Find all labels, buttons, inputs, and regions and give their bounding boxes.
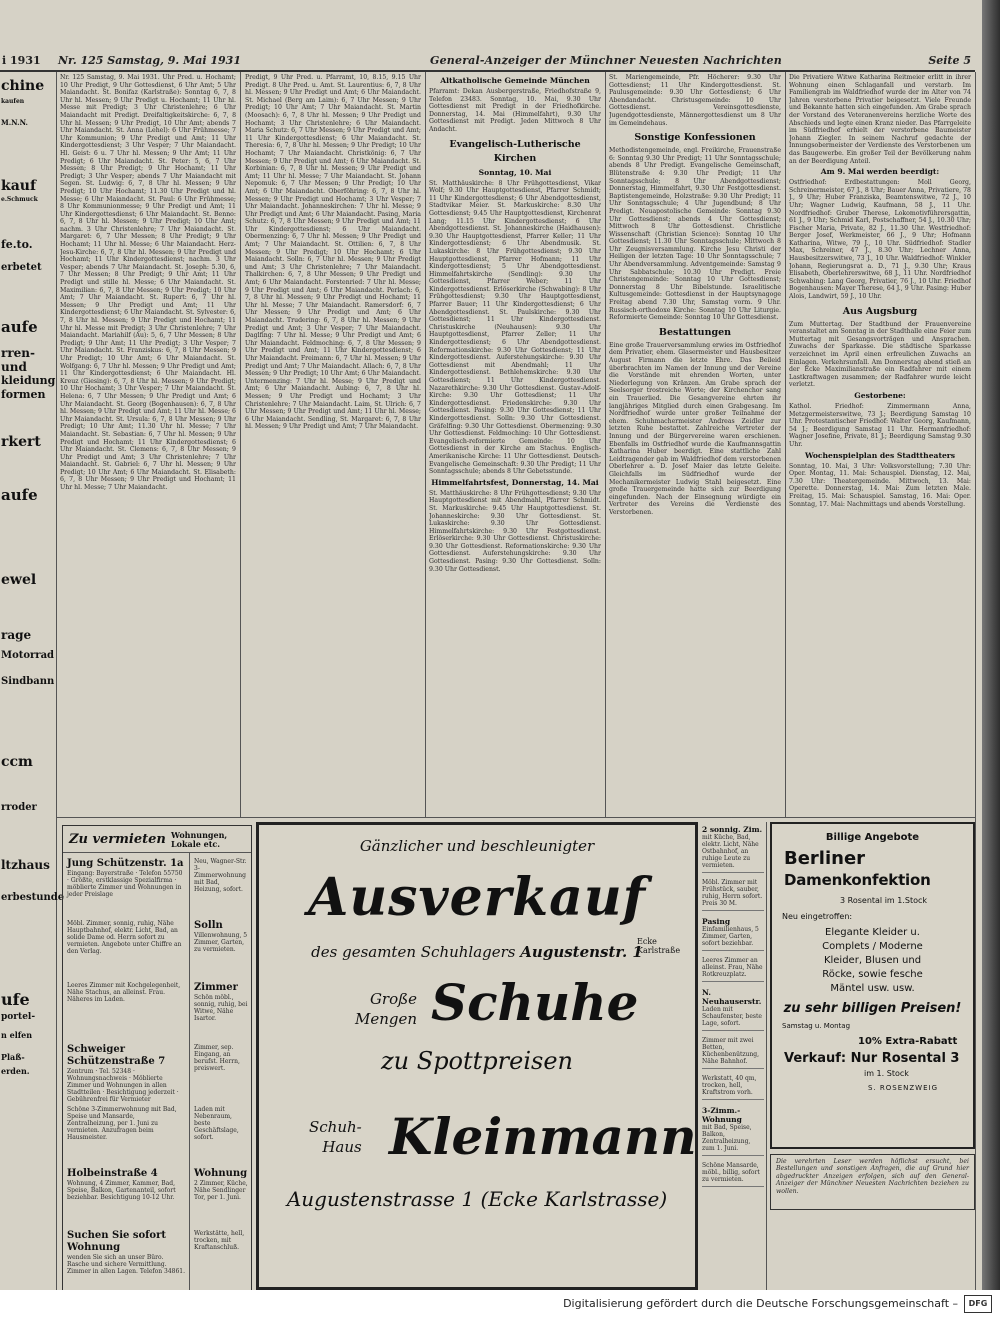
small-ad: [702, 1075, 764, 1100]
small-ads-column: [702, 825, 764, 1290]
classified-ad: [191, 858, 251, 893]
ad-subline: [259, 943, 695, 961]
classified-ad: [63, 1168, 189, 1201]
column-rule: [189, 852, 190, 1290]
small-ad: [702, 879, 764, 911]
fragment-text: aufe: [1, 486, 38, 504]
berl-verkauf: Verkauf: Nur Rosental 3: [784, 1051, 960, 1066]
page-header: [0, 54, 975, 70]
ad-schuh: Schuh-: [309, 1118, 362, 1136]
ad-intro: Gänzlicher und beschleunigter: [359, 837, 595, 855]
small-ad: [702, 917, 764, 951]
berl-item: Kleider, Blusen und: [823, 955, 922, 966]
column-rule: [425, 72, 426, 817]
fragment-text: fe.to.: [1, 238, 33, 251]
classified-ad-text: Villenwohnung, 5 Zimmer, Garten, zu vermieten.: [194, 932, 248, 953]
classified-ad: [63, 1230, 189, 1275]
fragment-text: kaufen: [1, 98, 25, 105]
column-rule: [240, 72, 241, 817]
header-left-fragment: i 1931: [2, 54, 41, 67]
small-ad: [702, 957, 764, 982]
classified-ad-name: Jung Schützenstr. 1a: [67, 858, 184, 869]
column-5: [789, 74, 971, 814]
column-text: Eine große Trauerversammlung erwies im Ostfriedhof dem Privatier, ehem. Glasermeister und Hausbesitzer August Firmann die letzte Ehre. Das Beileid überbrachten im Namen der Innung und der Vereine die Vorstände mit ehrenden Worten, unter Niederlegung von Kränzen. Am Grabe sprach der Seelsorger trostreiche Worte; der Kirchenchor sang ein Trauerlied. Die Gesangvereine ehrten ihr langjähriges Mitglied durch einen Grabgesang. Im Nordfriedhof wurde unter großer Teilnahme der ehem. Schuhmachermeister Andreas Zeidler zur letzten Ruhe bestattet. Zahlreiche Vertreter der Innung und der Bürgervereine waren erschienen. Ebenfalls im Ostfriedhof wurde die Kaufmannsgattin Katharina Huber beerdigt. Eine stattliche Zahl Leidtragender gab im Waldfriedhof dem verstorbenen Oberlehrer a. D. Josef Maier das letzte Geleite. Gleichfalls im Südfriedhof wurde der Mechanikermeister Ludwig Stahl beigesetzt. Eine große Trauergemeinde hatte sich zur Beerdigung eingefunden. Nach der Einsegnung würdigte ein Vertreter des Vereins die Verdienste des Verstorbenen.: [609, 341, 781, 516]
classified-ad: [63, 858, 189, 898]
berl-berliner: Berliner: [784, 848, 866, 869]
altkath-heading: Altkatholische Gemeinde München: [440, 76, 590, 85]
ad-mengen: Mengen: [355, 1010, 418, 1028]
fragment-text: rren-: [1, 346, 35, 360]
classified-ad-name: Suchen Sie sofort Wohnung: [67, 1230, 166, 1253]
fragment-text: rkert: [1, 434, 41, 450]
fragment-text: ccm: [1, 754, 33, 770]
classified-ad-name: Wohnung: [194, 1168, 248, 1179]
column-text: Zum Muttertag. Der Stadtbund der Frauenvereine veranstaltet am Sonntag in der Stadthalle eine Feier zum Muttertag mit Gesangsvorträgen und Ansprachen. Zuwachs der Sparkasse. Die städtische Sparkasse verzeichnet im April einen erfreulichen Zuwachs an Einlagen. Verkehrsunfall. Am Donnerstag abend stieß an der Ecke Maximilianstraße ein Radfahrer mit einem Lastkraftwagen zusammen; der Radfahrer wurde leicht verletzt.: [789, 320, 971, 389]
small-ad: [702, 1037, 764, 1069]
sunday-heading: Sonntag, 10. Mai: [478, 167, 552, 177]
classified-ad: [63, 1044, 189, 1103]
ausverkauf-ad: [256, 822, 698, 1290]
small-ad-text: Möbl. Zimmer mit Frühstück, sauber, ruhig, Herrn sofort. Preis 30 M.: [702, 879, 763, 907]
evang-heading: Evangelisch-Lutherische Kirchen: [449, 138, 581, 164]
berl-stock: im 1. Stock: [864, 1069, 909, 1078]
classified-ad: [191, 1044, 251, 1072]
bestattungen-heading: Bestattungen: [658, 326, 732, 338]
small-ad-heading: N. Neuhauserstr.: [702, 988, 762, 1006]
classified-ad: [63, 1106, 189, 1141]
ad-headline: Ausverkauf: [307, 867, 647, 928]
page-edge-shadow: [982, 0, 1000, 1290]
column-text: Die Privatiere Witwe Katharina Reitmeier erlitt in ihrer Wohnung einen Schlaganfall und verstarb. Im Familiengrab im Waldfriedhof wurde der im Alter von 74 Jahren verstorbene Privatier beigesetzt. Viele Freunde und Bekannte hatten sich eingefunden. Am Grabe sprach der Vorstand des Veteranenvereins herzliche Worte des Abschieds und legte einen Kranz nieder. Das Pfarrgeleite im Südfriedhof erhielt der verstorbene Baumeister Johann Ziegler. In seinem Nachruf gedachte der Innungsobermeister der Verdienste des Verstorbenen um das Baugewerbe. Ein großer Teil der Bevölkerung nahm an der Beerdigung Anteil.: [789, 74, 971, 165]
ad-subline-address: Augustenstr. 1: [520, 943, 643, 961]
ad-grosse: Große: [369, 990, 418, 1008]
small-ad-text: Leeres Zimmer an alleinst. Frau, Nähe Rotkreuzplatz.: [702, 957, 763, 978]
gestorbene-heading: Gestorbene:: [854, 390, 906, 400]
footer-bar: [0, 1290, 1000, 1319]
column-rule: [975, 72, 976, 1290]
fragment-text: kleidung: [1, 374, 56, 387]
classified-ad-text: Laden mit Nebenraum, beste Geschäftslage, sofort.: [194, 1106, 239, 1141]
small-ad: [702, 988, 764, 1031]
dfg-logo-icon: DFG: [964, 1295, 992, 1313]
column-rule: [766, 822, 767, 1290]
fragment-text: Motorrad: [1, 650, 55, 661]
column-rule: [56, 72, 57, 1290]
fragment-text: Sindbann: [1, 676, 55, 687]
column-1: [60, 74, 236, 814]
fragment-text: ltzhaus: [1, 858, 50, 872]
column-text: St. Matthäuskirche: 8 Uhr Frühgottesdienst; 9.30 Uhr Hauptgottesdienst mit Abendmahl, Pfarrer Schmidt. St. Markuskirche: 9.45 Uhr Hauptgottesdienst. St. Johanneskirche: 9.30 Uhr Gottesdienst. St. Lukaskirche: 9.30 Uhr Gottesdienst. Himmelfahrtskirche: 9.30 Uhr Festgottesdienst. Erlöserkirche: 9.30 Uhr Gottesdienst. Christuskirche: 9.30 Uhr Gottesdienst. Reformationskirche: 9.30 Uhr Gottesdienst. Auferstehungskirche: 9.30 Uhr Gottesdienst. Pasing: 9.30 Uhr Gottesdienst. Solln: 9.30 Uhr Gottesdienst.: [429, 489, 601, 573]
classified-ad-name: Zimmer: [194, 982, 238, 993]
berl-item: Röcke, sowie feschе: [822, 969, 923, 980]
berl-rosental: 3 Rosental im 1.Stock: [840, 896, 928, 905]
small-ad-text: Einfamilienhaus, 5 Zimmer, Garten, sofort beziehbar.: [702, 926, 759, 947]
fragment-text: rage: [1, 628, 32, 642]
classified-ad: [191, 1168, 251, 1201]
fragment-text: kauf: [1, 178, 36, 194]
small-ad-text: mit Küche, Bad, elektr. Licht, Nähe Ostbahnhof, an ruhige Leute zu vermieten.: [702, 834, 759, 869]
issue-line: Nr. 125 Samstag, 9. Mai 1931: [58, 54, 241, 67]
classified-ad-text: Werkstätte, hell, trocken, mit Kraftanschluß.: [194, 1230, 245, 1251]
small-ad-heading: Pasing: [702, 917, 731, 926]
small-ad: [702, 825, 764, 873]
fragment-text: rroder: [1, 802, 37, 813]
column-text: Pfarramt: Dekan Ausbergerstraße, Friedhofstraße 9, Telefon 23483. Sonntag, 10. Mai, 9.30 Uhr Gottesdienst mit Predigt in der Friedhofkirche. Donnerstag, 14. Mai (Himmelfahrt), 9.30 Uhr Gottesdienst mit Predigt. Jeden Mittwoch 8 Uhr Andacht.: [429, 88, 601, 133]
classified-ad: [191, 982, 251, 1022]
column-rule: [605, 72, 606, 817]
himmelfahrt-heading: Himmelfahrtsfest, Donnerstag, 14. Mai: [431, 477, 599, 487]
classified-ads: [62, 825, 252, 1290]
fragment-text: erden.: [1, 1066, 30, 1076]
ad-subline-text: des gesamten Schuhlagers: [311, 943, 516, 961]
ad-schuhe: Schuhe: [431, 973, 639, 1032]
page-number: Seite 5: [928, 54, 971, 67]
small-ad-heading: 3-Zimm.-Wohnung: [702, 1106, 742, 1124]
reader-notice: Die verehrten Leser werden höflichst ersucht, bei Bestellungen und sonstigen Anfragen, die auf Grund hier abgedruckter Anzeigen erfolgen, sich auf den General-Anzeiger der Münchner Neuesten Nachrichten beziehen zu wollen.: [770, 1154, 975, 1210]
fragment-text: ufe: [1, 990, 30, 1009]
column-4: [609, 74, 781, 814]
berl-preisen: zu sehr billigen Preisen!: [783, 1001, 962, 1016]
classified-ad-text: Neu, Wagner-Str. 3-Zimmerwohnung mit Bad, Heizung, sofort.: [194, 858, 247, 893]
fragment-text: und: [1, 360, 27, 374]
column-text: Sonntag, 10. Mai, 3 Uhr: Volksvorstellung; 7.30 Uhr: Oper. Montag, 11. Mai: Schauspiel. Dienstag, 12. Mai, 7.30 Uhr: Theatergemeinde. Mittwoch, 13. Mai: Operette. Donnerstag, 14. Mai: Zum letzten Male. Freitag, 15. Mai: Schauspiel. Samstag, 16. Mai: Oper. Sonntag, 17. Mai: Nachmittags und abends Vorstellung.: [789, 462, 971, 508]
fragment-text: portel-: [1, 1012, 36, 1022]
classified-ad-text: Möbl. Zimmer, sonnig, ruhig, Nähe Hauptbahnhof, elektr. Licht, Bad, an solide Dame od. Herrn sofort zu vermieten. Angebote unter Chiffre an den Verlag.: [67, 920, 182, 955]
berl-item: Complets / Moderne: [822, 941, 923, 952]
classified-ad-text: Eingang: Bayerstraße · Telefon 55750 · Größte, erstklassige Spezialfirma · möblierte Zimmer und Wohnungen in jeder Preislage: [67, 870, 183, 898]
small-ad-text: Schöne Mansarde, möbl., billig, sofort zu vermieten.: [702, 1162, 760, 1183]
classified-ad-name: Solln: [194, 920, 223, 931]
classified-ad-name: Holbeinstraße 4: [67, 1168, 158, 1179]
section-rule: [56, 817, 975, 818]
classified-ad-text: Schön möbl., sonnig, ruhig, bei Witwe, Nähe Isartor.: [194, 994, 248, 1022]
classified-ad: [191, 920, 251, 953]
classified-ad-text: 2 Zimmer, Küche, Nähe Sendlinger Tor, per 1. Juni.: [194, 1180, 248, 1201]
fragment-text: n elfen: [1, 1030, 33, 1040]
classified-subtitle: Wohnungen, Lokale etc.: [171, 830, 228, 849]
beerdigt-intro: Am 9. Mai werden beerdigt:: [820, 167, 940, 177]
classified-ad-text: Schöne 3-Zimmerwohnung mit Bad, Speise und Mansarde, Zentralheizung, per 1. Juni zu vermieten. Anzufragen beim Hausmeister.: [67, 1106, 177, 1141]
small-ad: [702, 1106, 764, 1156]
small-ad: [702, 1162, 764, 1187]
column-text: Predigt, 9 Uhr Pred. u. Pfarramt, 10, 8.15, 9.15 Uhr Predigt. 8 Uhr Pred. u. Amt. St. Laurentius: 6, 7, 8 Uhr hl. Messen; 9 Uhr Predigt und Amt; 6 Uhr Maiandacht. St. Michael (Berg am Laim): 6, 7 Uhr Messen; 9 Uhr Predigt; 10 Uhr Amt; 7 Uhr Maiandacht. St. Martin (Moosach): 6, 7, 8 Uhr hl. Messen; 9 Uhr Predigt und Hochamt; 3 Uhr Christenlehre; 6 Uhr Maiandacht. Maria Schutz: 6, 7 Uhr Messen; 9 Uhr Predigt und Amt; 11 Uhr Kindergottesdienst; 6 Uhr Maiandacht. St. Theresia: 6, 7, 8 Uhr hl. Messen; 9 Uhr Predigt; 10 Uhr Hochamt; 7 Uhr Maiandacht. Christkönig: 6, 7 Uhr Messen; 9 Uhr Predigt und Amt; 6 Uhr Maiandacht. St. Korbinian: 6, 7, 8 Uhr hl. Messen; 9 Uhr Predigt und Amt; 11 Uhr hl. Messe; 7 Uhr Maiandacht. St. Johann Nepomuk: 6, 7 Uhr Messen; 9 Uhr Predigt; 10 Uhr Amt; 6 Uhr Maiandacht. Oberföhring: 6, 7, 8 Uhr hl. Messen; 9 Uhr Predigt und Hochamt; 3 Uhr Vesper; 7 Uhr Maiandacht. Johanneskirchen: 7 Uhr hl. Messe; 9 Uhr Predigt und Amt; 6 Uhr Maiandacht. Pasing, Maria Schutz: 6, 7, 8 Uhr Messen; 9 Uhr Predigt und Amt; 11 Uhr Kindergottesdienst; 6 Uhr Maiandacht. Obermenzing: 6, 7 Uhr hl. Messen; 9 Uhr Predigt und Amt; 7 Uhr Maiandacht. St. Ottilien: 6, 7, 8 Uhr Messen; 9 Uhr Predigt; 10 Uhr Hochamt; 6 Uhr Maiandacht. Solln: 6, 7 Uhr hl. Messen; 9 Uhr Predigt und Amt; 3 Uhr Christenlehre; 7 Uhr Maiandacht. Thalkirchen: 6, 7, 8 Uhr Messen; 9 Uhr Predigt und Amt; 6 Uhr Maiandacht. Forstenried: 7 Uhr hl. Messe; 9 Uhr Predigt und Amt; 6 Uhr Maiandacht. Perlach: 6, 7, 8 Uhr hl. Messen; 9 Uhr Predigt und Hochamt; 11 Uhr hl. Messe; 7 Uhr Maiandacht. Ramersdorf: 6, 7 Uhr Messen; 9 Uhr Predigt und Amt; 6 Uhr Maiandacht. Trudering: 6, 7, 8 Uhr hl. Messen; 9 Uhr Predigt und Amt; 3 Uhr Vesper; 7 Uhr Maiandacht. Daglfing: 7 Uhr hl. Messe; 9 Uhr Predigt und Amt; 6 Uhr Maiandacht. Feldmoching: 6, 7, 8 Uhr Messen; 9 Uhr Predigt und Amt; 11 Uhr Kindergottesdienst; 6 Uhr Maiandacht. Freimann: 6, 7 Uhr hl. Messen; 9 Uhr Predigt und Amt; 7 Uhr Maiandacht. Allach: 6, 7, 8 Uhr Messen; 9 Uhr Predigt; 10 Uhr Amt; 6 Uhr Maiandacht. Untermenzing: 7 Uhr hl. Messe; 9 Uhr Predigt und Amt; 6 Uhr Maiandacht. Aubing: 6, 7, 8 Uhr hl. Messen; 9 Uhr Predigt und Hochamt; 3 Uhr Christenlehre; 7 Uhr Maiandacht. Laim, St. Ulrich: 6, 7 Uhr Messen; 9 Uhr Predigt und Amt; 11 Uhr hl. Messe; 6 Uhr Maiandacht. Sendling, St. Margaret: 6, 7, 8 Uhr hl. Messen; 9 Uhr Predigt und Amt; 7 Uhr Maiandacht.: [245, 74, 421, 431]
column-2: [245, 74, 421, 814]
column-text: Methodistengemeinde, engl. Freikirche, Frauenstraße 6: Sonntag 9.30 Uhr Predigt; 11 Uhr Sonntagsschule; abends 8 Uhr Predigt. Evangelische Gemeinschaft, Blütenstraße 4: 9.30 Uhr Predigt; 11 Uhr Sonntagsschule; 8 Uhr Abendgottesdienst; Donnerstag, Himmelfahrt, 9.30 Uhr Festgottesdienst. Baptistengemeinde, Holzstraße: 9.30 Uhr Predigt; 11 Uhr Sonntagsschule; 4 Uhr Jugendbund; 8 Uhr Predigt. Neuapostolische Gemeinde: Sonntag 9.30 Uhr Gottesdienst; abends 4 Uhr Gottesdienst; Mittwoch 8 Uhr Gottesdienst. Christliche Wissenschaft (Christian Science): Sonntag 10 Uhr Gottesdienst; 11.30 Uhr Sonntagsschule; Mittwoch 8 Uhr Zeugnisversammlung. Kirche Jesu Christi der Heiligen der letzten Tage: 10 Uhr Sonntagsschule; 7 Uhr Abendversammlung. Adventgemeinde: Samstag 9 Uhr Sabbatschule; 10.30 Uhr Predigt. Freie Christengemeinde: Sonntag 10 Uhr Gottesdienst; Donnerstag 8 Uhr Bibelstunde. Israelitische Kultusgemeinde: Gottesdienst in der Hauptsynagoge Freitag abend 7.30 Uhr, Samstag vorm. 9 Uhr. Russisch-orthodoxe Kirche: Sonntag 10 Uhr Liturgie. Reformierte Gemeinde: Sonntag 10 Uhr Gottesdienst.: [609, 147, 781, 322]
fragment-text: erbestunde: [1, 892, 65, 903]
berl-item: Elegante Kleider u.: [825, 927, 920, 938]
ad-spottpreisen: zu Spottpreisen: [381, 1047, 573, 1075]
column-text: Ostfriedhof: Erdbestattungen: Moll Georg, Schreinermeister, 67 J., 8 Uhr; Bauer Anna, Privatiere, 78 J., 9 Uhr; Huber Franziska, Beamtenswitwe, 72 J., 10 Uhr; Wagner Ludwig, Kaufmann, 58 J., 11 Uhr. Nordfriedhof: Gruber Therese, Lokomotivführersgattin, 61 J., 9 Uhr; Schmid Karl, Postschaffner, 54 J., 10.30 Uhr; Fischer Maria, Private, 82 J., 11.30 Uhr. Westfriedhof: Berger Josef, Werkmeister, 66 J., 9 Uhr; Hofmann Katharina, Witwe, 79 J., 10 Uhr. Südfriedhof: Stadler Max, Schreiner, 47 J., 8.30 Uhr; Lechner Anna, Hausbesitzerswitwe, 73 J., 10 Uhr. Waldfriedhof: Winkler Johann, Regierungsrat a. D., 71 J., 9.30 Uhr; Kraus Elisabeth, Oberlehrerswitwe, 68 J., 11 Uhr. Nordfriedhof Schwabing: Lang Georg, Privatier, 76 J., 10 Uhr. Friedhof Bogenhausen: Mayer Therese, 64 J., 9 Uhr. Pasing: Huber Alois, Landwirt, 59 J., 10 Uhr.: [789, 179, 971, 301]
fragment-text: e.Schmuck: [1, 196, 38, 203]
berl-item: Mäntel usw. usw.: [830, 983, 915, 994]
column-text: Kathol. Friedhof: Zimmermann Anna, Metzgermeisterswitwe, 73 J.; Beerdigung Samstag 10 Uhr. Protestantischer Friedhof: Walter Georg, Kaufmann, 54 J.; Beerdigung Samstag 11 Uhr. Hermanfriedhof: Wagner Josefine, Private, 81 J.; Beerdigung Samstag 9.30 Uhr.: [789, 402, 971, 448]
berliner-damenkonfektion-ad: [770, 822, 975, 1149]
classified-title: Zu vermieten: [69, 832, 166, 847]
column-text: St. Matthäuskirche: 8 Uhr Frühgottesdienst, Vikar Wolf; 9.30 Uhr Hauptgottesdienst, Pfarrer Schmidt; 11 Uhr Kindergottesdienst; 6 Uhr Abendgottesdienst, Stadtvikar Meier. St. Markuskirche: 8.30 Uhr Gottesdienst; 9.45 Uhr Hauptgottesdienst, Kirchenrat Lang; 11.15 Uhr Kindergottesdienst; 6 Uhr Abendgottesdienst. St. Johanneskirche (Haidhausen): 9.30 Uhr Hauptgottesdienst, Pfarrer Keller; 11 Uhr Kindergottesdienst; 6 Uhr Abendmusik. St. Lukaskirche: 8 Uhr Frühgottesdienst; 9.30 Uhr Hauptgottesdienst, Pfarrer Hofmann; 11 Uhr Kindergottesdienst; 5 Uhr Abendgottesdienst. Himmelfahrtskirche (Sendling): 9.30 Uhr Gottesdienst, Pfarrer Weber; 11 Uhr Kindergottesdienst. Erlöserkirche (Schwabing): 8 Uhr Frühgottesdienst; 9.30 Uhr Hauptgottesdienst, Pfarrer Bauer; 11 Uhr Kindergottesdienst; 6 Uhr Abendgottesdienst. St. Paulskirche: 9.30 Uhr Gottesdienst; 11 Uhr Kindergottesdienst. Christuskirche (Neuhausen): 9.30 Uhr Hauptgottesdienst, Pfarrer Zeller; 11 Uhr Kindergottesdienst; 6 Uhr Abendgottesdienst. Reformationskirche: 9.30 Uhr Gottesdienst; 11 Uhr Kindergottesdienst. Auferstehungskirche: 9.30 Uhr Gottesdienst mit Abendmahl; 11 Uhr Kindergottesdienst. Bethlehemskirche: 9.30 Uhr Gottesdienst; 11 Uhr Kindergottesdienst. Nazarethkirche: 9.30 Uhr Gottesdienst. Gustav-Adolf-Kirche: 9.30 Uhr Gottesdienst; 11 Uhr Kindergottesdienst. Friedenskirche: 9.30 Uhr Gottesdienst. Pasing: 9.30 Uhr Gottesdienst; 11 Uhr Kindergottesdienst. Solln: 9.30 Uhr Gottesdienst. Gräfelfing: 9.30 Uhr Gottesdienst. Obermenzing: 9.30 Uhr Gottesdienst. Feldmoching: 10 Uhr Gottesdienst. Evangelisch-reformierte Gemeinde: 10 Uhr Gottesdienst in der Kirche am Stachus. Englisch-Amerikanische Kirche: 11 Uhr Gottesdienst. Deutsch-Evangelische Gemeinschaft: 9.30 Uhr Predigt; 11 Uhr Sonntagsschule; abends 8 Uhr Gebetsstunde.: [429, 179, 601, 476]
fragment-text: formen: [1, 388, 46, 401]
fragment-text: M.N.N.: [1, 118, 28, 127]
fragment-text: Plaß-: [1, 1052, 25, 1062]
ad-haus: Haus: [322, 1138, 362, 1156]
theater-heading: Wochenspielplan des Stadttheaters: [804, 450, 956, 460]
classified-ad-name: Schweiger Schützenstraße 7: [67, 1044, 166, 1067]
classified-ad-text: Zimmer, sep. Eingang, an berufst. Herrn, preiswert.: [194, 1044, 240, 1072]
small-ad-text: mit Bad, Speise, Balkon, Zentralheizung, zum 1. Juni.: [702, 1124, 752, 1152]
fragment-text: erbetet: [1, 262, 42, 273]
classified-ad-text: Zentrum · Tel. 52348 · Wohnungsnachweis · Möblierte Zimmer und Wohnungen in allen Stadtteilen · Besichtigung jederzeit · Gebührenfrei für Vermieter: [67, 1068, 179, 1103]
berl-damen: Damenkonfektion: [784, 871, 931, 889]
berl-samstag: Samstag u. Montag: [782, 1022, 851, 1030]
classified-ad: [63, 982, 189, 1003]
augsburg-heading: Aus Augsburg: [842, 305, 918, 317]
classified-ad: [191, 1230, 251, 1251]
berl-items: [772, 926, 973, 996]
fragment-text: chine: [1, 78, 45, 94]
fragment-text: aufe: [1, 318, 38, 336]
small-ad-text: Zimmer mit zwei Betten, Küchenbenützung, Nähe Bahnhof.: [702, 1037, 760, 1065]
sonstige-heading: Sonstige Konfessionen: [634, 132, 756, 144]
berl-rabatt: 10% Extra-Rabatt: [858, 1036, 958, 1047]
header-rule: [0, 70, 975, 72]
ad-address: Augustenstrasse 1 (Ecke Karlstrasse): [286, 1187, 668, 1211]
small-ad-heading: 2 sonnig. Zim.: [702, 825, 763, 834]
classified-ad: [191, 1106, 251, 1141]
fragment-text: ewel: [1, 572, 37, 588]
column-3: [429, 74, 601, 814]
berl-neu: Neu eingetroffen:: [782, 912, 853, 921]
ad-kleinmann: Kleinmann: [389, 1107, 697, 1166]
classified-ad-text: Wohnung, 4 Zimmer, Kammer, Bad, Speise, Balkon, Gartenanteil, sofort beziehbar. Besichtigung 10-12 Uhr.: [67, 1180, 176, 1201]
small-ad-text: Werkstatt, 40 qm, trocken, hell, Kraftstrom vorh.: [702, 1075, 757, 1096]
berl-billige: Billige Angebote: [825, 832, 920, 843]
column-rule: [785, 72, 786, 817]
classified-ad-text: Leeres Zimmer mit Kochgelegenheit, Nähe Stachus, an alleinst. Frau. Näheres im Laden.: [67, 982, 181, 1003]
column-text: St. Mariengemeinde, Pfr. Höcherer: 9.30 Uhr Gottesdienst; 11 Uhr Kindergottesdienst. St. Paulusgemeinde: 9.30 Uhr Gottesdienst; 6 Uhr Abendandacht. Christusgemeinde: 10 Uhr Gottesdienst. Vereinsgottesdienste, Jugendgottesdienste, Männergottesdienst um 8 Uhr im Gemeindehaus.: [609, 74, 781, 127]
footer-credit: Digitalisierung gefördert durch die Deutsche Forschungsgemeinschaft –: [563, 1297, 958, 1310]
ad-corner-note: Ecke Karlstraße: [637, 937, 681, 955]
column-text: Nr. 125 Samstag, 9. Mai 1931. Uhr Pred. u. Hochamt; 10 Uhr Predigt, 9 Uhr Gottesdienst, 6 Uhr Amt; 5 Uhr Maiandacht. St. Bonifaz (Karlstraße): Sonntag 6, 7, 8 Uhr hl. Messen; 9 Uhr Predigt u. Hochamt; 11 Uhr hl. Messe mit Predigt; 3 Uhr Christenlehre; 6 Uhr Maiandacht mit Predigt. Dreifaltigkeitskirche: 6, 7, 8 Uhr hl. Messen; 9 Uhr Predigt, 10 Uhr Amt; abends 7 Uhr Maiandacht. St. Anna (Lehel): 6 Uhr Frühmesse; 7 Uhr Kommunion; 9 Uhr Predigt und Amt; 11 Uhr Kindergottesdienst; 3 Uhr Vesper; 7 Uhr Maiandacht. Hl. Geist: 6 u. 7 Uhr hl. Messen; 9 Uhr Amt; 11 Uhr Predigt; 6 Uhr Maiandacht. St. Peter: 5, 6, 7 Uhr Messen; 8 Uhr Predigt; 9 Uhr Hochamt; 11 Uhr Predigt; 3 Uhr Vesper; abends 7 Uhr Maiandacht mit Segen. St. Ludwig: 6, 7, 8 Uhr hl. Messen; 9 Uhr Predigt; 10 Uhr Hochamt; 11.30 Uhr Predigt und hl. Messe; 6 Uhr Maiandacht. St. Paul: 6 Uhr Frühmesse; 8 Uhr Kommunionmesse; 9 Uhr Predigt und Amt; 11 Uhr Kindergottesdienst; 6 Uhr Maiandacht. St. Benno: 6, 7, 8 Uhr hl. Messen; 9 Uhr Predigt; 10 Uhr Amt; nachm. 3 Uhr Christenlehre; 7 Uhr Maiandacht. St. Margaret: 6, 7 Uhr Messen; 8 Uhr Predigt; 9 Uhr Hochamt; 11 Uhr hl. Messe; 6 Uhr Maiandacht. Herz-Jesu-Kirche: 6, 7, 8 Uhr hl. Messen; 9 Uhr Predigt und Hochamt; 11 Uhr Kindergottesdienst; nachm. 3 Uhr Vesper; abends 7 Uhr Maiandacht. St. Joseph: 5.30, 6, 7 Uhr Messen; 8 Uhr Predigt; 9 Uhr Amt; 11 Uhr Predigt und stille hl. Messe; 6 Uhr Maiandacht. St. Maximilian: 6, 7, 8 Uhr Messen; 9 Uhr Predigt; 10 Uhr Amt; 7 Uhr Maiandacht. St. Rupert: 6, 7 Uhr hl. Messen; 9 Uhr Predigt und Amt; 11 Uhr Kindergottesdienst; 6 Uhr Maiandacht. St. Sylvester: 6, 7, 8 Uhr hl. Messen; 9 Uhr Predigt und Hochamt; 11 Uhr hl. Messe mit Predigt; 3 Uhr Christenlehre; 7 Uhr Maiandacht. Mariahilf (Au): 5, 6, 7 Uhr Messen; 8 Uhr Predigt; 9 Uhr Amt; 11 Uhr Predigt; 3 Uhr Vesper; 7 Uhr Maiandacht. St. Franziskus: 6, 7, 8 Uhr Messen; 9 Uhr Predigt; 10 Uhr Amt; 6 Uhr Maiandacht. St. Wolfgang: 6, 7 Uhr hl. Messen; 9 Uhr Predigt und Amt; 11 Uhr Kindergottesdienst; 6 Uhr Maiandacht. Hl. Kreuz (Giesing): 6, 7, 8 Uhr hl. Messen; 9 Uhr Predigt; 10 Uhr Hochamt; 3 Uhr Vesper; 7 Uhr Maiandacht. St. Helena: 6, 7 Uhr Messen; 9 Uhr Predigt und Amt; 6 Uhr Maiandacht. St. Georg (Bogenhausen): 6, 7, 8 Uhr hl. Messen; 9 Uhr Predigt und Amt; 11 Uhr hl. Messe; 6 Uhr Maiandacht. St. Ursula: 6, 7, 8 Uhr Messen; 9 Uhr Predigt; 10 Uhr Amt; 11.30 Uhr hl. Messe; 7 Uhr Maiandacht. St. Sebastian: 6, 7 Uhr hl. Messen; 9 Uhr Predigt und Hochamt; 11 Uhr Kindergottesdienst; 6 Uhr Maiandacht. St. Clemens: 6, 7, 8 Uhr Messen; 9 Uhr Predigt und Amt; 3 Uhr Christenlehre; 7 Uhr Maiandacht. St. Gabriel: 6, 7 Uhr hl. Messen; 9 Uhr Predigt; 10 Uhr Amt; 6 Uhr Maiandacht. St. Elisabeth: 6, 7, 8 Uhr Messen; 9 Uhr Predigt und Hochamt; 11 Uhr hl. Messe; 7 Uhr Maiandacht.: [60, 74, 236, 492]
newspaper-title: General-Anzeiger der Münchner Neuesten Nachrichten: [430, 54, 782, 67]
title-rule: [63, 852, 251, 853]
small-ad-text: Laden mit Schaufenster, beste Lage, sofort.: [702, 1006, 762, 1027]
ad-schuhhaus: [309, 1117, 362, 1157]
classified-ad: [63, 920, 189, 955]
classified-ad-text: wenden Sie sich an unser Büro. Rasche und sichere Vermittlung. Zimmer in allen Lagen. Telefon 34861.: [67, 1254, 186, 1275]
ad-grosse-mengen: [355, 989, 417, 1029]
berl-signature: S. ROSENZWEIG: [868, 1084, 938, 1092]
